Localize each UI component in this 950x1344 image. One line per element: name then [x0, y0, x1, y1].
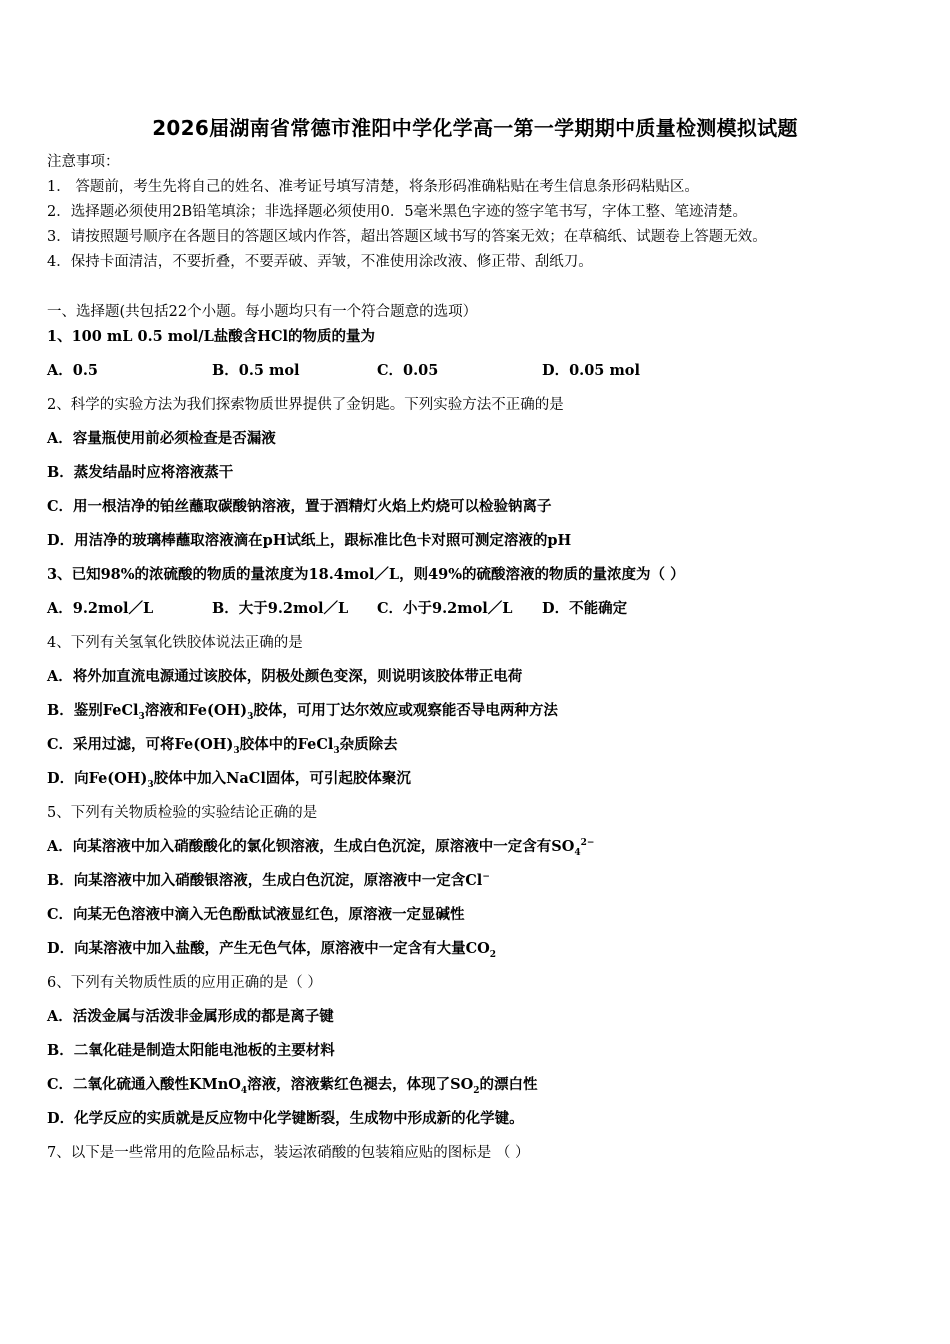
notice-item-1: 1． 答题前，考生先将自己的姓名、准考证号填写清楚，将条形码准确粘贴在考生信息条形码粘贴区。 — [47, 179, 699, 195]
question-4-option-c: C．采用过滤，可将$Fe(OH)_3$胶体中的FeCl$_3$杂质除去 — [47, 736, 398, 756]
question-5-option-a: A．向某溶液中加入硝酸酸化的氯化钡溶液，生成白色沉淀，原溶液中一定含有$SO_4^{2-}$ — [47, 838, 595, 858]
question-2-option-a: A．容量瓶使用前必须检查是否漏液 — [47, 430, 276, 447]
question-6-option-a: A．活泼金属与活泼非金属形成的都是离子键 — [47, 1008, 334, 1025]
question-5-option-b: B．向某溶液中加入硝酸银溶液，生成白色沉淀，原溶液中一定含Cl− — [47, 872, 490, 889]
question-3-stem: 3、已知98%的浓硫酸的物质的量浓度为18.4mol／L，则49%的硫酸溶液的物质的量浓度为（ ） — [47, 566, 685, 583]
question-4-option-a: A．将外加直流电源通过该胶体，阴极处颜色变深，则说明该胶体带正电荷 — [47, 668, 523, 685]
notice-item-2: 2．选择题必须使用2B铅笔填涂；非选择题必须使用0．5毫米黑色字迹的签字笔书写，字体工整、笔迹清楚。 — [47, 204, 748, 220]
question-6-option-c: C．二氧化硫通入酸性KMnO$_4$溶液，溶液紫红色褪去，体现了$SO_2$的漂白性 — [47, 1076, 538, 1096]
question-5-option-c: C．向某无色溶液中滴入无色酚酞试液显红色，原溶液一定显碱性 — [47, 906, 465, 923]
question-2-option-d: D．用洁净的玻璃棒蘸取溶液滴在pH试纸上，跟标准比色卡对照可测定溶液的pH — [47, 532, 572, 549]
notice-heading: 注意事项： — [47, 154, 120, 170]
question-3-option-c: C．小于9.2mol／L — [377, 600, 513, 617]
question-2-stem: 2、科学的实验方法为我们探索物质世界提供了金钥匙。下列实验方法不正确的是 — [47, 397, 564, 413]
question-6-option-b: B．二氧化硅是制造太阳能电池板的主要材料 — [47, 1042, 335, 1059]
section-heading: 一、选择题(共包括22个小题。每小题均只有一个符合题意的选项） — [47, 304, 478, 320]
question-2-option-b: B．蒸发结晶时应将溶液蒸干 — [47, 464, 234, 481]
exam-title: 2026届湖南省常德市淮阳中学化学高一第一学期期中质量检测模拟试题 — [152, 116, 798, 140]
question-4-option-b: B．鉴别FeCl$_3$溶液和$Fe(OH)_3$胶体，可用丁达尔效应或观察能否导电两种方法 — [47, 702, 558, 722]
question-7-stem: 7、以下是一些常用的危险品标志，装运浓硝酸的包装箱应贴的图标是 （ ） — [47, 1145, 530, 1161]
question-3-option-a: A．9.2mol／L — [47, 600, 154, 617]
question-2-option-c: C．用一根洁净的铂丝蘸取碳酸钠溶液，置于酒精灯火焰上灼烧可以检验钠离子 — [47, 498, 552, 515]
question-3-option-d: D．不能确定 — [542, 600, 628, 617]
question-4-stem: 4、下列有关氢氧化铁胶体说法正确的是 — [47, 635, 303, 651]
question-4-option-d: D．向$Fe(OH)_3$胶体中加入NaCl固体，可引起胶体聚沉 — [47, 770, 411, 790]
question-3-option-b: B．大于9.2mol／L — [212, 600, 349, 617]
notice-item-4: 4．保持卡面清洁，不要折叠，不要弄破、弄皱，不准使用涂改液、修正带、刮纸刀。 — [47, 254, 593, 270]
question-1-option-b: B．0.5 mol — [212, 362, 300, 379]
question-6-option-d: D．化学反应的实质就是反应物中化学键断裂，生成物中形成新的化学键。 — [47, 1110, 524, 1127]
question-5-stem: 5、下列有关物质检验的实验结论正确的是 — [47, 805, 318, 821]
notice-item-3: 3．请按照题号顺序在各题目的答题区域内作答，超出答题区域书写的答案无效；在草稿纸、试题卷上答题无效。 — [47, 229, 767, 245]
question-6-stem: 6、下列有关物质性质的应用正确的是（ ） — [47, 975, 322, 991]
question-1-stem — [47, 327, 375, 347]
question-5-option-d: D．向某溶液中加入盐酸，产生无色气体，原溶液中一定含有大量$CO_2$ — [47, 940, 497, 960]
question-1-option-a: A．0.5 — [47, 362, 98, 379]
question-1-option-c: C．0.05 — [377, 362, 439, 379]
question-1-option-d: D．0.05 mol — [542, 362, 640, 379]
question-1-text: 1、100 mL 0.5 mol/L盐酸含HCl的物质的量为 — [47, 328, 376, 345]
